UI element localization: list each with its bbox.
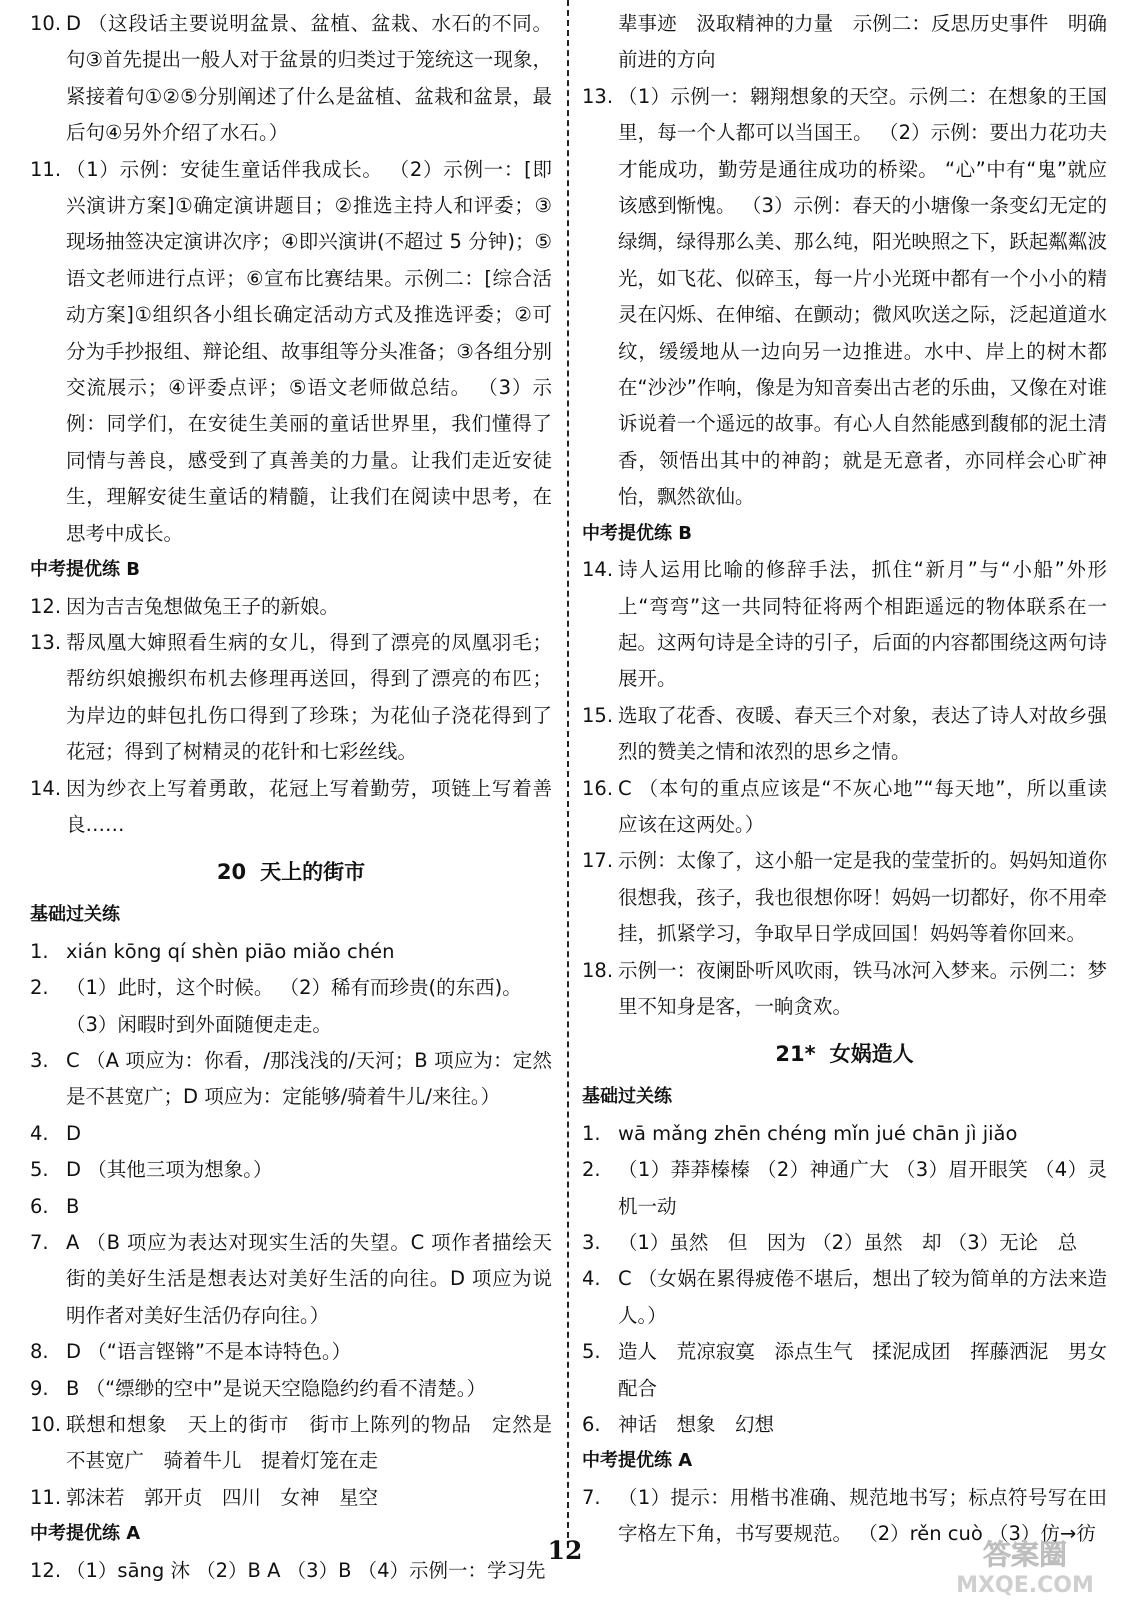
answer-number: 9. (30, 1376, 49, 1400)
answer-number: 2. (582, 1158, 601, 1182)
answer-number: 6. (582, 1413, 601, 1437)
answer-number: 4. (30, 1121, 49, 1145)
chapter-title (582, 1029, 1107, 1079)
answer-continuation: 辈事迹 汲取精神的力量 示例二：反思历史事件 明确前进的方向 (618, 12, 1107, 72)
answer-item (30, 970, 552, 1006)
answer-number: 13. (582, 84, 614, 108)
answer-text: （1）sāng 沐 （2）B A （3）B （4）示例一：学习先 (66, 1558, 546, 1582)
answer-text: 示例一：夜阑卧听风吹雨，铁马冰河入梦来。示例二：梦里不知身是客，一晌贪欢。 (618, 958, 1107, 1018)
section-heading: 基础过关练 (582, 1086, 672, 1108)
answer-item (582, 953, 1107, 1026)
chapter-number: 21* (775, 1042, 816, 1067)
answer-number: 15. (582, 703, 614, 727)
answer-text: （1）提示：用楷书准确、规范地书写；标点符号写在田字格左下角，书写要规范。 （2）rěn cuò （3）仿→彷 (618, 1485, 1107, 1546)
answer-item (30, 6, 552, 152)
answer-text: 郭沫若 郭开贞 四川 女神 星空 (66, 1485, 379, 1509)
answer-number: 4. (582, 1267, 601, 1291)
answer-item (582, 1261, 1107, 1334)
answer-number: 7. (582, 1485, 601, 1509)
section-heading: 中考提优练 A (582, 1450, 693, 1472)
answer-number: 14. (582, 558, 614, 582)
answer-text: 神话 想象 幻想 (618, 1413, 775, 1437)
chapter-number: 20 (216, 860, 247, 885)
answer-item (30, 1225, 552, 1334)
answer-number: 12. (30, 594, 62, 618)
answer-text: （1）示例一：翱翔想象的天空。示例二：在想象的王国里，每一个人都可以当国王。 （2）示例：要出力花功夫才能成功，勤劳是通往成功的桥梁。 “心”中有“鬼”就应该感到惭愧。 （3）示例：春天的小塘像一条变幻无定的绿绸，绿得那么美、那么纯，阳光映照之下，跃起粼粼波光，如飞花、似碎玉，每一片小光斑中都有一个小小的精灵在闪烁、在伸缩、在颤动；微风吹送之际，泛起道道水纹，缓缓地从一边向另一边推进。水中、岸上的树木都在“沙沙”作响，像是为知音奏出古老的乐曲，又像在对谁诉说着一个遥远的故事。有心人自然能感到馥郁的泥土清香，领悟出其中的神韵；就是无意者，亦同样会心旷神怡，飘然欲仙。 (618, 84, 1107, 509)
answer-number: 5. (30, 1158, 49, 1182)
answer-number: 12. (30, 1558, 62, 1582)
answer-number: 10. (30, 1413, 62, 1437)
section-heading: 中考提优练 A (30, 1523, 141, 1545)
answer-number: 14. (30, 776, 62, 800)
column-divider (567, 0, 569, 1548)
answer-text: B （“缥缈的空中”是说天空隐隐约约看不清楚。） (66, 1376, 487, 1400)
answer-text: wā mǎng zhēn chéng mǐn jué chān jì jiǎo (618, 1121, 1018, 1145)
answer-text: C （女娲在累得疲倦不堪后，想出了较为简单的方法来造人。） (618, 1267, 1107, 1327)
answer-text: D (66, 1121, 82, 1145)
page-number: 12 (547, 1536, 583, 1565)
answer-number: 1. (30, 939, 49, 963)
answer-item (582, 771, 1107, 844)
answer-number: 2. (30, 976, 49, 1000)
section-heading: 中考提优练 B (582, 522, 692, 544)
answer-text: 诗人运用比喻的修辞手法，抓住“新月”与“小船”外形上“弯弯”这一共同特征将两个相距遥远的物体联系在一起。这两句诗是全诗的引子，后面的内容都围绕这两句诗展开。 (618, 558, 1107, 691)
answer-item (582, 843, 1107, 952)
answer-item (582, 552, 1107, 698)
answer-item (582, 698, 1107, 771)
answer-item (30, 1480, 552, 1516)
answer-text: （1）莽莽榛榛 （2）神通广大 （3）眉开眼笑 （4）灵机一动 (618, 1158, 1107, 1218)
answer-text: D （“语言铿锵”不是本诗特色。） (66, 1340, 352, 1364)
answer-text: 选取了花香、夜暖、春天三个对象，表达了诗人对故乡强烈的赞美之情和浓烈的思乡之情。 (618, 703, 1107, 764)
answer-number: 11. (30, 157, 62, 181)
answer-item (582, 1407, 1107, 1443)
answer-item (30, 1116, 552, 1152)
answer-item (30, 771, 552, 844)
answer-text: C （A 项应为：你看，/那浅浅的/天河；B 项应为：定然是不甚宽广；D 项应为：定能够/骑着牛儿/来往。） (66, 1048, 552, 1109)
answer-number: 5. (582, 1340, 601, 1364)
answer-text: A （B 项应为表达对现实生活的失望。C 项作者描绘天街的美好生活是想表达对美好生活的向往。D 项应为说明作者对美好生活仍存向往。） (66, 1231, 552, 1327)
answer-number: 3. (30, 1048, 49, 1072)
answer-text: 造人 荒凉寂寞 添点生气 揉泥成团 挥藤洒泥 男女配合 (618, 1340, 1107, 1400)
answer-text: D （这段话主要说明盆景、盆植、盆栽、水石的不同。句③首先提出一般人对于盆景的归类过于笼统这一现象，紧接着句①②⑤分别阐述了什么是盆植、盆栽和盆景，最后句④另外介绍了水石。） (66, 12, 552, 145)
answer-number: 7. (30, 1231, 49, 1254)
right-column (582, 6, 1107, 1553)
answer-text: （1）虽然 但 因为 （2）虽然 却 （3）无论 总 (618, 1231, 1078, 1254)
answer-item (582, 1334, 1107, 1407)
watermark-bottom-text: MXQE.COM (956, 1573, 1094, 1598)
answer-item (582, 1152, 1107, 1225)
answer-item (30, 625, 552, 771)
answer-item (30, 1371, 552, 1407)
answer-text: xián kōng qí shèn piāo miǎo chén (66, 939, 395, 963)
answer-item (582, 79, 1107, 516)
answer-item (30, 589, 552, 625)
answer-text: 示例：太像了，这小船一定是我的莹莹折的。妈妈知道你很想我，孩子，我也很想你呀！妈妈一切都好，你不用牵挂，抓紧学习，争取早日学成回国！妈妈等着你回来。 (618, 849, 1107, 946)
answer-item (30, 1152, 552, 1188)
answer-text: 因为纱衣上写着勇敢，花冠上写着勤劳，项链上写着善良…… (66, 776, 552, 836)
answer-number: 3. (582, 1231, 601, 1254)
answer-text: （1）此时，这个时候。 （2）稀有而珍贵(的东西)。 (66, 976, 522, 1000)
answer-number: 16. (582, 776, 614, 800)
answer-item (30, 1334, 552, 1370)
chapter-name: 天上的街市 (260, 860, 366, 885)
answer-text: 帮凤凰大婶照看生病的女儿，得到了漂亮的凤凰羽毛；帮纺织娘搬织布机去修理再送回，得到了漂亮的布匹；为岸边的蚌包扎伤口得到了珍珠；为花仙子浇花得到了花冠；得到了树精灵的花针和七彩丝线。 (66, 630, 552, 764)
answer-item (30, 1189, 552, 1225)
answer-number: 8. (30, 1340, 49, 1364)
answer-item (30, 152, 552, 552)
answer-number: 10. (30, 12, 62, 35)
answer-number: 13. (30, 630, 62, 654)
answer-number: 18. (582, 958, 614, 982)
chapter-name: 女娲造人 (829, 1042, 914, 1067)
answer-text: B (66, 1194, 80, 1218)
answer-text: 联想和想象 天上的街市 街市上陈列的物品 定然是不甚宽广 骑着牛儿 提着灯笼在走 (66, 1413, 552, 1473)
watermark-logo (935, 1532, 1115, 1598)
answer-text: C （本句的重点应该是“不灰心地”“每天地”，所以重读应该在这两处。） (618, 776, 1107, 836)
answer-item (30, 1407, 552, 1480)
answer-text: 因为吉吉兔想做兔王子的新娘。 (66, 594, 340, 618)
answer-number: 1. (582, 1121, 601, 1145)
answer-number: 17. (582, 849, 614, 873)
answer-item (30, 1043, 552, 1116)
answer-item (30, 934, 552, 970)
answer-number: 11. (30, 1485, 62, 1509)
answer-text: D （其他三项为想象。） (66, 1158, 273, 1182)
answer-item (582, 1225, 1107, 1261)
answer-text: （1）示例：安徒生童话伴我成长。 （2）示例一：[即兴演讲方案]①确定演讲题目；②推选主持人和评委；③现场抽签决定演讲次序；④即兴演讲(不超过 5 分钟)；⑤语文老师进行点评；⑥宣布比赛结果。示例二：[综合活动方案]①组织各小组长确定活动方式及推选评委；②可分为手抄报组、辩论组、故事组等分头准备；③各组分别交流展示；④评委点评；⑤语文老师做总结。 （3）示例：同学们，在安徒生美丽的童话世界里，我们懂得了同情与善良，感受到了真善美的力量。让我们走近安徒生，理解安徒生童话的精髓，让我们在阅读中思考，在思考中成长。 (66, 157, 552, 545)
section-heading: 基础过关练 (30, 904, 120, 926)
answer-number: 6. (30, 1194, 49, 1218)
left-column (30, 6, 552, 1589)
section-heading: 中考提优练 B (30, 559, 140, 581)
answer-continuation: （3）闲暇时到外面随便走走。 (66, 1012, 332, 1036)
chapter-title (30, 847, 552, 897)
watermark-top-text: 答案圈 (982, 1538, 1068, 1571)
answer-item (582, 1116, 1107, 1152)
